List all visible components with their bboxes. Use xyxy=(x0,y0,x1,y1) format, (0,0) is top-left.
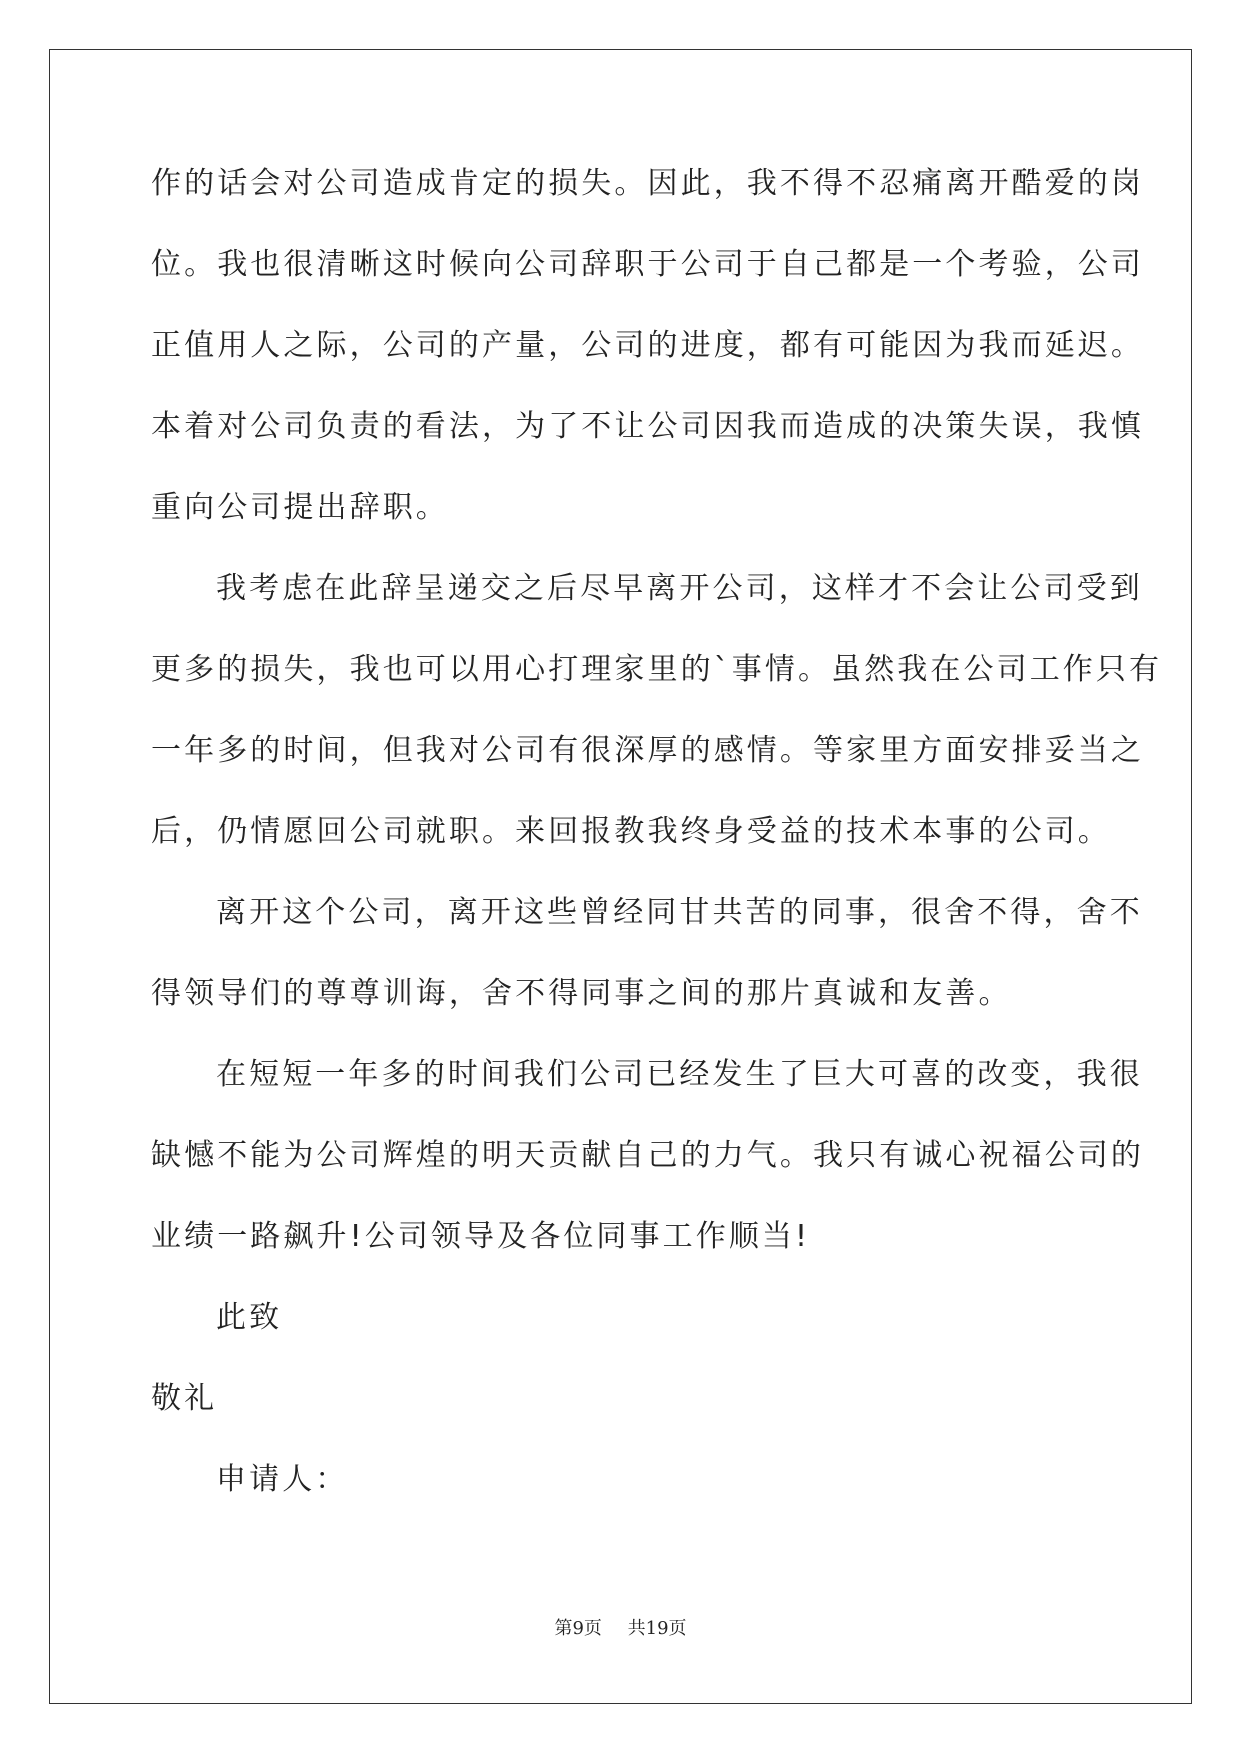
text-line: 离开这个公司，离开这些曾经同甘共苦的同事，很舍不得，舍不 xyxy=(216,895,1143,930)
closing-regards: 敬礼 xyxy=(151,1381,218,1416)
applicant-label: 申请人： xyxy=(216,1462,349,1497)
closing-salutation: 此致 xyxy=(216,1300,283,1335)
letter-body xyxy=(151,164,1163,1541)
text-line: 业绩一路飙升!公司领导及各位同事工作顺当! xyxy=(151,1219,811,1254)
text-line: 我考虑在此辞呈递交之后尽早离开公司，这样才不会让公司受到 xyxy=(216,571,1143,606)
text-line: 更多的损失，我也可以用心打理家里的`事情。虽然我在公司工作只有 xyxy=(151,652,1163,687)
text-line: 重向公司提出辞职。 xyxy=(151,490,449,525)
text-line: 正值用人之际，公司的产量，公司的进度，都有可能因为我而延迟。 xyxy=(151,328,1144,363)
text-line: 作的话会对公司造成肯定的损失。因此，我不得不忍痛离开酷爱的岗 xyxy=(151,166,1144,201)
text-line: 本着对公司负责的看法，为了不让公司因我而造成的决策失误，我慎 xyxy=(151,409,1144,444)
text-line: 后，仍情愿回公司就职。来回报教我终身受益的技术本事的公司。 xyxy=(151,814,1111,849)
page-number: 第9页 xyxy=(554,1618,602,1639)
page-footer xyxy=(0,1614,1241,1640)
text-line: 得领导们的尊尊训诲，舍不得同事之间的那片真诚和友善。 xyxy=(151,976,1012,1011)
page-total: 共19页 xyxy=(627,1618,687,1639)
text-line: 在短短一年多的时间我们公司已经发生了巨大可喜的改变，我很 xyxy=(216,1057,1143,1092)
text-line: 位。我也很清晰这时候向公司辞职于公司于自己都是一个考验，公司 xyxy=(151,247,1144,282)
text-line: 缺憾不能为公司辉煌的明天贡献自己的力气。我只有诚心祝福公司的 xyxy=(151,1138,1144,1173)
text-line: 一年多的时间，但我对公司有很深厚的感情。等家里方面安排妥当之 xyxy=(151,733,1144,768)
